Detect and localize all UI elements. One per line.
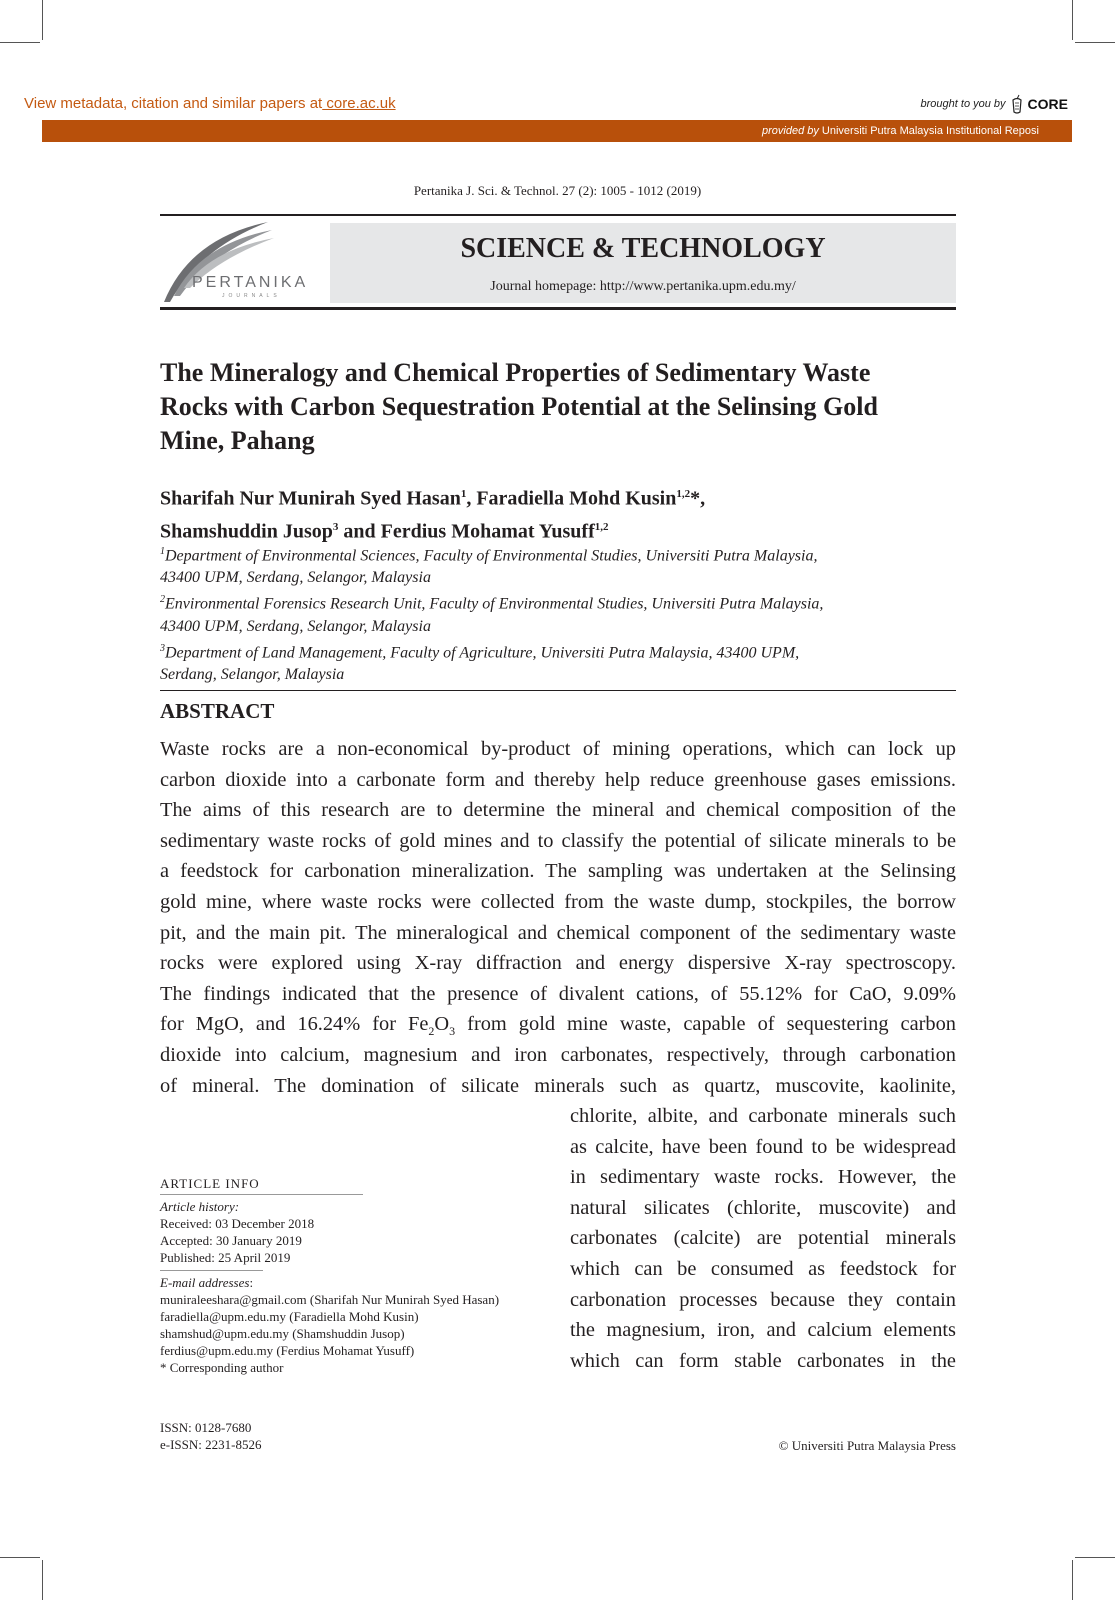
abstract-line: pit, and the main pit. The mineralogical and chemical component of the sedimentary waste <box>160 921 956 944</box>
article-history-label: Article history: <box>160 1199 240 1214</box>
abstract-line: carbon dioxide into a carbonate form and thereby help reduce greenhouse gases emissions. <box>160 768 956 791</box>
affiliation-line: 43400 UPM, Serdang, Selangor, Malaysia <box>160 569 431 587</box>
published-date: Published: 25 April 2019 <box>160 1250 291 1265</box>
abstract-text: from gold mine waste, capable of sequestering carbon <box>455 1013 957 1036</box>
corresponding-mark: *, <box>690 487 706 510</box>
crop-mark <box>42 0 43 40</box>
author-affil-sup: 1,2 <box>676 488 691 500</box>
email-label: E-mail addresses <box>160 1275 250 1290</box>
abstract-heading: ABSTRACT <box>160 699 275 723</box>
article-info-heading: ARTICLE INFO <box>160 1176 260 1191</box>
email-address[interactable]: muniraleeshara@gmail.com (Sharifah Nur Munirah Syed Hasan) <box>160 1292 500 1307</box>
crop-mark <box>1075 42 1115 43</box>
corresponding-author-note: * Corresponding author <box>160 1360 284 1375</box>
logo-subtext: JOURNALS <box>222 293 281 299</box>
crop-mark <box>42 1560 43 1600</box>
email-address[interactable]: ferdius@upm.edu.my (Ferdius Mohamat Yusuff) <box>160 1343 415 1358</box>
title-line: The Mineralogy and Chemical Properties of Sedimentary Waste <box>160 358 871 387</box>
core-brought-by[interactable] <box>921 94 1068 114</box>
email-address[interactable]: faradiella@upm.edu.my (Faradiella Mohd Kusin) <box>160 1309 419 1324</box>
journal-name: SCIENCE & TECHNOLOGY <box>460 233 826 264</box>
article-info-divider <box>160 1194 363 1195</box>
abstract-line: as calcite, have been found to be widespread <box>570 1135 956 1158</box>
issn-block <box>160 1419 261 1453</box>
journal-header-box <box>330 223 956 303</box>
affiliation-text: Department of Environmental Sciences, Faculty of Environmental Studies, Universiti Putra Malaysia, <box>165 547 818 565</box>
affiliation-sup: 1 <box>160 546 165 557</box>
journal-reference: Pertanika J. Sci. & Technol. 27 (2): 1005 - 1012 (2019) <box>413 183 702 198</box>
email-label-colon: : <box>249 1275 254 1290</box>
core-provider-bar <box>42 120 1072 142</box>
abstract-line: chlorite, albite, and carbonate minerals such <box>570 1105 956 1127</box>
abstract-line: The aims of this research are to determine the mineral and chemical composition of the <box>160 799 956 822</box>
eissn: e-ISSN: 2231-8526 <box>160 1437 262 1452</box>
provided-by-text[interactable] <box>762 125 1039 137</box>
paper-title <box>160 356 960 458</box>
crop-mark <box>0 1557 40 1558</box>
author-name: Sharifah Nur Munirah Syed Hasan <box>160 487 461 510</box>
affiliation-text: Environmental Forensics Research Unit, Faculty of Environmental Studies, Universiti Putra Malaysia, <box>165 595 824 613</box>
affiliations <box>160 541 960 686</box>
affiliation-line <box>160 638 960 664</box>
abstract-rule <box>160 690 956 691</box>
brought-by-text: brought to you by <box>920 98 1006 110</box>
core-link-prefix: View metadata, citation and similar papers at <box>24 95 323 112</box>
abstract-line: which can be consumed as feedstock for <box>570 1257 956 1280</box>
affiliation-sup: 3 <box>160 642 165 654</box>
formula-subscript: 2 <box>428 1024 435 1039</box>
affiliation-line: 43400 UPM, Serdang, Selangor, Malaysia <box>160 617 431 635</box>
abstract-line: carbonation processes because they contain <box>570 1288 956 1311</box>
logo-text: PERTANIKA <box>192 274 309 291</box>
title-line: Mine, Pahang <box>160 426 315 455</box>
abstract-line: sedimentary waste rocks of gold mines and to classify the potential of silicate minerals to be <box>160 829 956 852</box>
affiliation-line <box>160 541 960 567</box>
abstract-line: a feedstock for carbonation mineralization. The sampling was undertaken at the Selinsing <box>160 860 956 883</box>
abstract-column <box>570 1101 956 1376</box>
author-list <box>160 480 960 545</box>
provider-name: Universiti Putra Malaysia Institutional Reposi <box>818 125 1039 137</box>
abstract-line: carbonates (calcite) are potential minerals <box>570 1227 956 1250</box>
crop-mark <box>1072 0 1073 40</box>
author-name: , Faradiella Mohd Kusin <box>466 487 677 510</box>
received-date: Received: 03 December 2018 <box>160 1216 315 1231</box>
journal-homepage[interactable]: Journal homepage: http://www.pertanika.upm.edu.my/ <box>490 279 796 294</box>
header-top-rule <box>160 214 956 216</box>
abstract-line: gold mine, where waste rocks were collected from the waste dump, stockpiles, the borrow <box>160 890 956 913</box>
abstract-line: Waste rocks are a non-economical by-product of mining operations, which can lock up <box>160 738 956 760</box>
affiliation-text: Department of Land Management, Faculty of Agriculture, Universiti Putra Malaysia, 43400 UPM, <box>165 643 800 661</box>
formula-subscript: 3 <box>449 1024 456 1039</box>
abstract-line: The findings indicated that the presence of divalent cations, of 55.12% for CaO, 9.09% <box>160 982 956 1005</box>
author-name: Shamshuddin Jusop <box>160 520 333 543</box>
affiliation-line <box>160 589 960 615</box>
abstract-line <box>160 1009 956 1040</box>
abstract-line: in sedimentary waste rocks. However, the <box>570 1166 956 1189</box>
abstract-text: for MgO, and 16.24% for Fe <box>160 1013 429 1036</box>
author-affil-sup: 1,2 <box>594 520 609 533</box>
crop-mark <box>1075 1557 1115 1558</box>
core-link-text[interactable]: core.ac.uk <box>322 95 396 112</box>
author-affil-sup: 1 <box>460 488 467 500</box>
author-name: and Ferdius Mohamat Yusuff <box>338 520 595 543</box>
copyright: © Universiti Putra Malaysia Press <box>778 1438 956 1453</box>
abstract-body <box>160 734 956 1101</box>
abstract-line: which can form stable carbonates in the <box>570 1349 956 1372</box>
issn: ISSN: 0128-7680 <box>160 1420 252 1435</box>
abstract-text: O <box>434 1013 450 1036</box>
crop-mark <box>1072 1560 1073 1600</box>
affiliation-sup: 2 <box>160 594 165 606</box>
article-info <box>160 1175 540 1376</box>
core-metadata-link[interactable] <box>24 95 396 112</box>
abstract-line: of mineral. The domination of silicate minerals such as quartz, muscovite, kaolinite, <box>160 1074 956 1097</box>
core-apple-icon <box>1010 94 1024 114</box>
author-affil-sup: 3 <box>332 520 339 533</box>
provided-prefix: provided by <box>762 125 819 137</box>
email-address[interactable]: shamshud@upm.edu.my (Shamshuddin Jusop) <box>160 1326 405 1341</box>
core-brand: CORE <box>1027 96 1068 112</box>
crop-mark <box>0 42 40 43</box>
abstract-line: the magnesium, iron, and calcium elements <box>570 1319 956 1342</box>
abstract-line: dioxide into calcium, magnesium and iron carbonates, respectively, through carbonation <box>160 1043 956 1066</box>
abstract-line: natural silicates (chlorite, muscovite) and <box>570 1196 956 1219</box>
accepted-date: Accepted: 30 January 2019 <box>160 1233 302 1248</box>
affiliation-line: Serdang, Selangor, Malaysia <box>160 665 345 683</box>
header-bottom-rule <box>160 307 956 310</box>
title-line: Rocks with Carbon Sequestration Potential at the Selinsing Gold <box>160 392 878 421</box>
article-info-divider <box>160 1270 263 1271</box>
abstract-line: rocks were explored using X-ray diffraction and energy dispersive X-ray spectroscopy. <box>160 952 956 975</box>
